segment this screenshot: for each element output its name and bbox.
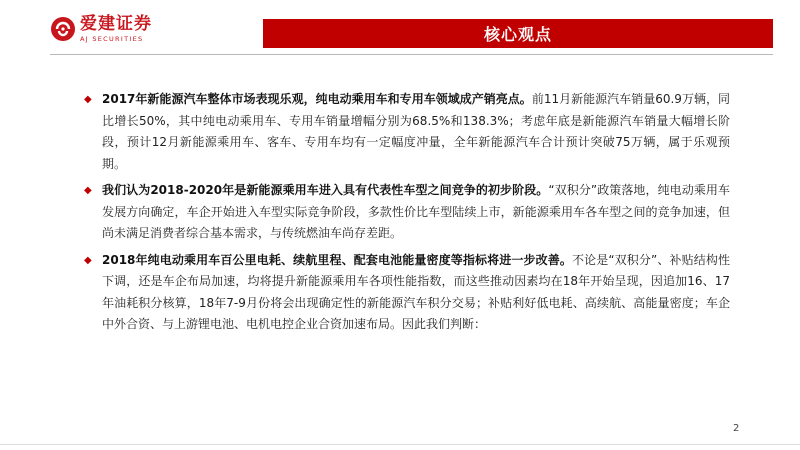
company-logo (50, 12, 170, 46)
diamond-bullet-icon: ◆ (84, 94, 92, 105)
footer-divider (0, 444, 800, 445)
logo-emblem-icon (50, 16, 76, 42)
bullet-lead: 2018年纯电动乘用车百公里电耗、续航里程、配套电池能量密度等指标将进一步改善。 (102, 252, 572, 267)
bullet-point (84, 250, 731, 336)
header-divider (50, 54, 773, 55)
bullet-text: 不论是“双积分”、补贴结构性下调，还是车企布局加速，均将提升新能源乘用车各项性能指数，而这些推动因素均在18年开始呈现，因追加16、17年油耗积分核算，18年7-9月份将会出现确定性的新能源汽车积分交易；补贴利好低电耗、高续航、高能量密度；车企中外合资、与上游锂电池、电机电控企业合资加速布局。因此我们判断： (102, 252, 731, 331)
bullet-text: 前11月新能源汽车销量60.9万辆，同比增长50%，其中纯电动乘用车、专用车销量增幅分别为68.5%和138.3%；考虑年底是新能源汽车销量大幅增长阶段，预计12月新能源乘用车、客车、专用车均有一定幅度冲量，全年新能源汽车合计预计突破75万辆，属于乐观预期。 (102, 92, 730, 171)
logo-text (80, 13, 152, 43)
bullet-text: “双积分”政策落地，纯电动乘用车发展方向确定，车企开始进入车型实际竞争阶段，多款性价比车型陆续上市，新能源乘用车各车型之间的竞争加速，但尚未满足消费者综合基本需求，与传统燃油车尚存差距。 (102, 183, 731, 240)
bullet-lead: 2017年新能源汽车整体市场表现乐观，纯电动乘用车和专用车领域成产销亮点。 (102, 92, 532, 106)
bullet-point (84, 89, 730, 175)
diamond-bullet-icon: ◆ (84, 185, 92, 196)
logo-subtitle: AJ SECURITIES (80, 34, 144, 43)
bullet-point (84, 180, 731, 245)
diamond-bullet-icon: ◆ (84, 254, 92, 266)
title-banner (263, 19, 773, 48)
logo-name: 爱建证券 (80, 13, 152, 34)
bullet-lead: 我们认为2018-2020年是新能源乘用车进入具有代表性车型之间竞争的初步阶段。 (102, 183, 549, 197)
page-number: 2 (733, 423, 740, 434)
page-title: 核心观点 (483, 25, 552, 44)
content-area (84, 89, 731, 341)
